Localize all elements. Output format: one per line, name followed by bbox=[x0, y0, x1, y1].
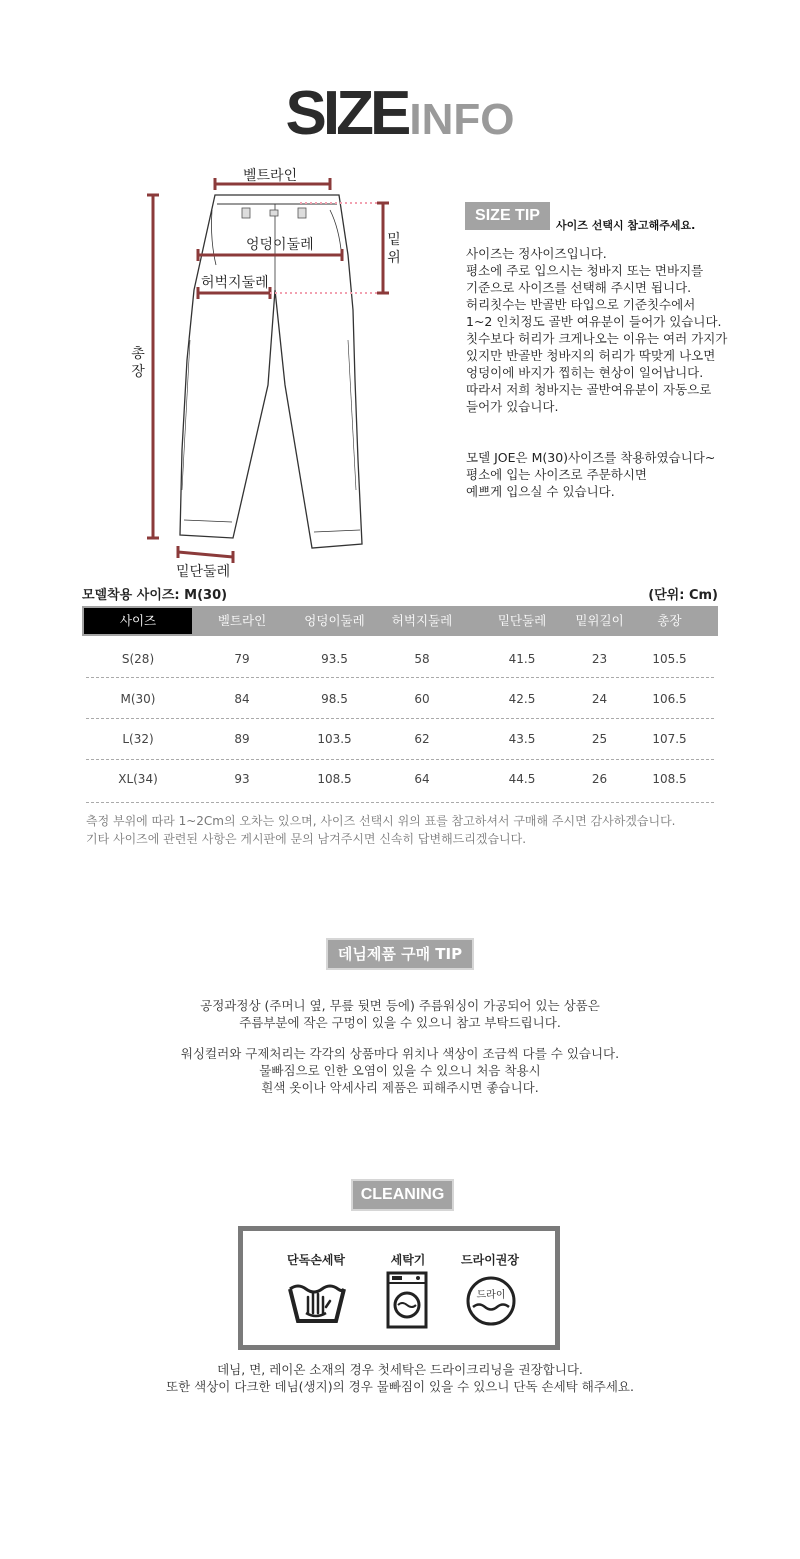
pants-diagram bbox=[120, 160, 440, 580]
table-row: M(30) 84 98.5 60 42.5 24 106.5 bbox=[120, 692, 687, 706]
size-table-header bbox=[82, 606, 718, 636]
cleaning-notes: 데님, 면, 레이온 소재의 경우 첫세탁은 드라이크리닝을 권장합니다. 또한 색상이 다크한 데님(생지)의 경우 물빠짐이 있을 수 있으니 단독 손세탁 해주세요. bbox=[166, 1362, 634, 1394]
thigh-label: 허벅지둘레 bbox=[201, 275, 269, 291]
hand-wash-label: 단독손세탁 bbox=[287, 1253, 345, 1267]
machine-wash-label: 세탁기 bbox=[390, 1253, 426, 1267]
cleaning-icons-box bbox=[238, 1226, 560, 1350]
hand-wash-icon bbox=[286, 1275, 348, 1327]
table-row: L(32) 89 103.5 62 43.5 25 107.5 bbox=[122, 732, 687, 746]
model-size-label: 모델착용 사이즈: M(30) bbox=[82, 588, 228, 603]
hem-marker bbox=[178, 552, 233, 557]
denim-tip-badge: 데님제품 구매 TIP bbox=[326, 938, 474, 970]
page-title bbox=[0, 78, 800, 149]
table-note: 측정 부위에 따라 1~2Cm의 오차는 있으며, 사이즈 선택시 위의 표를 참고하셔서 구매해 주시면 감사하겠습니다. bbox=[86, 814, 676, 828]
dry-clean-inner-text: 드라이 bbox=[476, 1290, 506, 1301]
denim-tip-text: 공정과정상 (주머니 옆, 무릎 뒷면 등에) 주름워싱이 가공되어 있는 상품은 주름부분에 작은 구멍이 있을 수 있으니 참고 부탁드립니다. 워싱컬러와 구제처리는 각각의 상품마다 위치나 색상이 조금씩 다를 수 있습니다. 물빠짐으로 인한 오염이 있을 수 있으니 처음 착용시 흰색 옷이나 악세사리 제품은 피해주시면 좋습니다. bbox=[180, 998, 620, 1095]
size-tip-caption: 사이즈 선택시 참고해주세요. bbox=[556, 219, 696, 232]
header-length: 총장 bbox=[657, 613, 682, 628]
washing-machine-icon bbox=[386, 1271, 428, 1329]
header-rise: 밑위길이 bbox=[575, 613, 624, 628]
dry-clean-label: 드라이권장 bbox=[461, 1253, 519, 1267]
title-info: INFO bbox=[409, 95, 515, 144]
table-row: XL(34) 93 108.5 64 44.5 26 108.5 bbox=[118, 772, 687, 786]
hem-label: 밑단둘레 bbox=[176, 564, 231, 580]
belt-line-label: 벨트라인 bbox=[243, 168, 298, 184]
size-tip-text: 사이즈는 정사이즈입니다. 평소에 주로 입으시는 청바지 또는 면바지를 기준으로 사이즈를 선택해 주시면 됩니다. 허리칫수는 반골반 타입으로 기준칫수에서 1~2 인치정도 골반 여유분이 들어가 있습니다. 칫수보다 허리가 크게나오는 이유는 여러 가지가 있지만 반골반 청바지의 허리가 딱맞게 나오면 엉덩이에 바지가 찝히는 현상이 일어납니다. 따라서 저희 청바지는 골반여유분이 자동으로 들어가 있습니다. 모델 JOE은 M(30)사이즈를 착용하였습니다~ 평소에 입는 사이즈로 주문하시면 예쁘게 입으실 수 있습니다. bbox=[466, 246, 728, 499]
table-row: S(28) 79 93.5 58 41.5 23 105.5 bbox=[121, 652, 687, 666]
title-size: SIZE bbox=[285, 79, 408, 148]
cleaning-badge: CLEANING bbox=[351, 1179, 454, 1211]
rise-label: 밑 위 bbox=[387, 232, 401, 266]
total-length-label: 총 장 bbox=[131, 346, 145, 380]
header-belt: 벨트라인 bbox=[217, 613, 267, 628]
unit-label: (단위: Cm) bbox=[648, 588, 718, 603]
size-tip-badge: SIZE TIP bbox=[465, 202, 550, 230]
table-note: 기타 사이즈에 관련된 사항은 게시판에 문의 남겨주시면 신속히 답변해드리겠습니다. bbox=[86, 832, 527, 846]
row-divider bbox=[86, 802, 714, 803]
hip-label: 엉덩이둘레 bbox=[246, 237, 314, 253]
header-hip: 엉덩이둘레 bbox=[304, 613, 365, 628]
header-thigh: 허벅지둘레 bbox=[391, 613, 453, 628]
dry-clean-icon bbox=[465, 1275, 517, 1327]
header-hem: 밑단둘레 bbox=[497, 613, 547, 628]
header-size: 사이즈 bbox=[84, 608, 192, 634]
row-divider bbox=[86, 677, 714, 678]
